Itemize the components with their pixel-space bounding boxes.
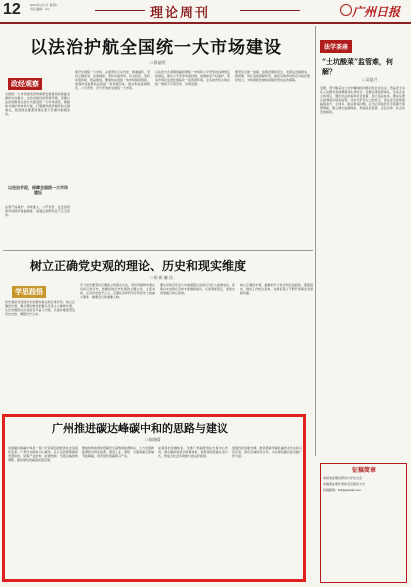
article1-col4: 要坚持全国一盘棋，统筹发展和安全，发挥法治固根本、稳预期、利长远的保障作用，推动有效市场和有为政府更好结合，为构建新发展格局提供坚实法治保障。 xyxy=(235,70,310,82)
article3-headline: 广州推进碳达峰碳中和的思路与建议 xyxy=(52,422,228,435)
info-box-item: 来稿请注明作者姓名及联系方式 xyxy=(323,482,366,486)
article3-col4: 加强科技创新支撑，推进低碳零碳负碳技术攻关和示范应用，深化区域协同合作，为实现双碳目标贡献广州力量。 xyxy=(232,446,302,458)
section-rule-right xyxy=(240,10,300,11)
divider xyxy=(3,250,313,251)
info-box-title: 征稿简章 xyxy=(352,468,377,474)
article2-headline: 树立正确党史观的理论、历史和现实维度 xyxy=(30,259,247,273)
sidebar-headline: “土坑酸菜”监管难，何解？ xyxy=(322,57,394,76)
seal-icon xyxy=(340,4,352,16)
article1-pullquote: 以法治手段，保障全国统一大市场建设 xyxy=(8,185,68,195)
meta-line2: 责任编辑：xxx xyxy=(30,7,50,11)
article2-badge: 学思践悟 xyxy=(12,286,46,298)
article1-col1: 全国统一大市场建设是构建新发展格局的基础支撑和内在要求，法治是最好的营商环境，需要以法治思维和法治方式推进统一大市场建设，破除地方保护和市场分割，打通制约经济循环的关键堵点，促进商品要素资源在更大范围内畅通流动。 xyxy=(5,92,70,116)
info-box-items xyxy=(323,475,403,493)
info-box-item: 投稿邮箱：llzk@gzdaily.com xyxy=(323,488,361,492)
sidebar-byline: □ 吴晶兴 xyxy=(362,77,378,82)
page-number: 12 xyxy=(3,1,21,18)
article1-col3: 以法治方式清理废除妨碍统一市场和公平竞争的各种规定和做法，健全公平竞争审查机制，加强知识产权保护，营造市场化法治化国际化一流营商环境，让各类市场主体在统一规则下平等竞争、共同发展。 xyxy=(155,70,230,86)
article3-col1: 实现碳达峰碳中和是一场广泛而深刻的经济社会系统性变革。广州作为国家中心城市，应立足资源禀赋和发展阶段，统筹产业结构、能源结构、交通运输结构调整，推动绿色低碳高质量发展。 xyxy=(8,446,78,462)
sidebar-body: 近期，部分酸菜在土坑中腌制的问题引发社会关注。食品安全关系人民群众身体健康和生命安全，需要完善监管体系，压实企业主体责任，强化执法检查和社会监督，加大违法成本，推动从源头到餐桌全链条监管，切实守护舌尖上的安全。食品安全监管面临链条长、主体多、取证难等问题，应当运用信息化手段提升监管效能，建立健全追溯体系，形成政府监管、企业自律、社会共治的格局。 xyxy=(320,86,405,114)
article2-byline: □ 胡 研 廉 洁 xyxy=(150,275,173,280)
meta-line1: 2024年x月x日 星期x xyxy=(30,3,58,7)
masthead-meta xyxy=(30,3,90,11)
sidebar-tag: 法学茶座 xyxy=(320,40,352,53)
article3-byline: □ 陈晓晴 xyxy=(145,437,161,442)
article3-col2: 要加快构建清洁低碳安全高效的能源体系，大力发展新能源和可再生能源，推进工业、建筑、交通等重点领域节能降碳，培育绿色低碳新兴产业。 xyxy=(82,446,154,458)
article2-col3: 要从党的百年奋斗中看清楚过去我们为什么能够成功，弄明白未来我们怎样才能继续成功，从而更加坚定、更加自觉地践行初心使命。 xyxy=(160,283,235,295)
article1-col2: 建设全国统一大市场，必须坚持立足内需、畅通循环，坚持立破并举、完善制度，坚持有效市场、有为政府，坚持系统协同、稳妥推进。要加快完善统一的市场制度规则，加强市场监管执法的统一性和规范性，推动形成高效规范、公平竞争、充分开放的全国统一大市场。 xyxy=(75,70,150,90)
article1-badge: 政经观察 xyxy=(8,78,42,90)
sidebar-divider xyxy=(315,26,316,456)
info-box-item: 本版欢迎理论研究与评论文章 xyxy=(323,476,363,480)
article2-col2: 学习党史要坚持正确的立场观点方法，坚持用唯物史观认识和记录历史，把握党的历史发展的主题主线、主流本质，反对历史虚无主义，正确认识和科学评价党史上的重大事件、重要会议和重要人物。 xyxy=(80,283,155,299)
article1-headline: 以法治护航全国统一大市场建设 xyxy=(30,38,282,58)
paper-logo: 广州日报 xyxy=(352,5,401,19)
article3-col3: 完善绿色金融体系，发挥广州碳排放权交易中心作用，健全碳排放统计核算体系，倡导绿色低碳生活方式，形成全社会共同参与的良好格局。 xyxy=(158,446,228,458)
article2-col1: 党史观是对党的历史的根本看法和总体评价。树立正确党史观，要从理论维度把握马克思主义唯物史观，从历史维度认识党的百年奋斗历程，从现实维度坚定历史自信、增强历史主动。 xyxy=(5,300,75,316)
article1-byline: □ 徐显明 xyxy=(150,60,166,65)
section-rule-left xyxy=(95,10,145,11)
section-title: 理论周刊 xyxy=(150,6,211,21)
article2-col4: 树立正确党史观，就要把学习党史同总结经验、观照现实、推动工作结合起来，在新征程上不断开创事业发展新局面。 xyxy=(240,283,313,295)
article1-col1b: 完善产权保护、市场准入、公平竞争、社会信用等市场经济基础制度，加强反垄断和反不正当竞争。 xyxy=(5,205,70,217)
